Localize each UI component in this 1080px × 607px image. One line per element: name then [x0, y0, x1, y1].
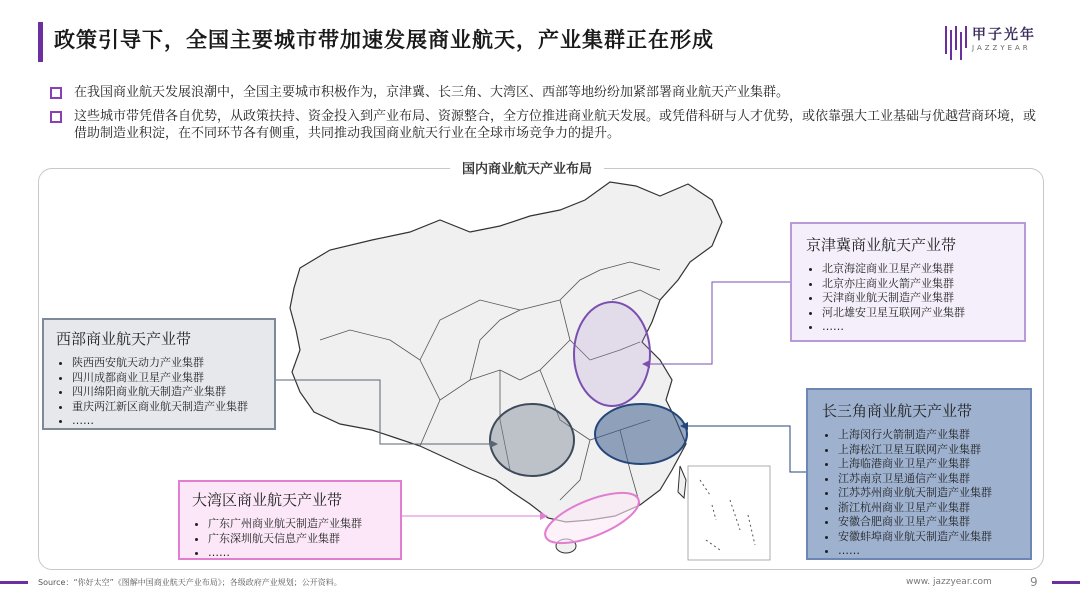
- list-item: • 上海临港商业卫星产业集群: [838, 457, 1016, 472]
- region-title: 西部商业航天产业带: [56, 330, 192, 348]
- connector-csj: [688, 426, 806, 472]
- list-item: • 江苏南京卫星通信产业集群: [838, 472, 1016, 487]
- list-item: • 广东深圳航天信息产业集群: [208, 532, 388, 547]
- list-item: • 河北雄安卫星互联网产业集群: [822, 306, 1010, 321]
- logo-text: 甲子光年: [972, 27, 1036, 43]
- list-item: • 上海松江卫星互联网产业集群: [838, 443, 1016, 458]
- list-item: • 北京亦庄商业火箭产业集群: [822, 277, 1010, 292]
- list-item: • 安徽合肥商业卫星产业集群: [838, 515, 1016, 530]
- cluster-jjj: [574, 302, 650, 406]
- list-item: • 重庆两江新区商业航天制造产业集群: [72, 400, 262, 415]
- page-number: 9: [1030, 575, 1038, 589]
- footer-accent-left: [0, 581, 28, 584]
- list-item: • ……: [822, 320, 1010, 335]
- logo-subtext: JAZZYEAR: [972, 44, 1031, 52]
- region-box-west: [42, 318, 276, 430]
- region-title: 大湾区商业航天产业带: [192, 491, 343, 509]
- footer-accent-right: [1052, 581, 1080, 584]
- cluster-csj: [595, 404, 687, 464]
- bullet-text: 在我国商业航天发展浪潮中，全国主要城市积极作为，京津冀、长三角、大湾区、西部等地纷纷加紧部署商业航天产业集群。: [74, 85, 790, 100]
- list-item: • 四川成都商业卫星产业集群: [72, 371, 262, 386]
- list-item: • 浙江杭州商业卫星产业集群: [838, 501, 1016, 516]
- connector-jjj: [650, 282, 790, 364]
- list-item: • 四川绵阳商业航天制造产业集群: [72, 385, 262, 400]
- cluster-west: [490, 404, 574, 476]
- source-note: Source：“你好太空”《图解中国商业航天产业布局》；各级政府产业规划；公开资料。: [38, 578, 342, 587]
- list-item: • 上海闵行火箭制造产业集群: [838, 428, 1016, 443]
- region-box-csj: [806, 388, 1032, 560]
- list-item: • 广东广州商业航天制造产业集群: [208, 517, 388, 532]
- region-title: 长三角商业航天产业带: [822, 402, 973, 420]
- website-link[interactable]: www. jazzyear.com: [906, 577, 992, 587]
- list-item: • ……: [838, 544, 1016, 559]
- page-title: 政策引导下，全国主要城市带加速发展商业航天，产业集群正在形成: [54, 28, 714, 52]
- region-box-gba: [178, 480, 402, 560]
- list-item: • ……: [208, 546, 388, 561]
- bullet-text: 这些城市带凭借各自优势，从政策扶持、资金投入到产业布局、资源整合，全方位推进商业航天发展。或凭借科研与人才优势，或依靠强大工业基础与优越营商环境，或借助制造业积淀，在不同环节各有侧重，共同推动我国商业航天行业在全球市场竞争力的提升。: [74, 109, 1037, 141]
- region-box-jjj: [790, 222, 1026, 342]
- list-item: • ……: [72, 414, 262, 429]
- china-outline: [290, 182, 722, 522]
- list-item: • 天津商业航天制造产业集群: [822, 291, 1010, 306]
- panel-title: 国内商业航天产业布局: [450, 158, 604, 177]
- list-item: • 江苏苏州商业航天制造产业集群: [838, 486, 1016, 501]
- list-item: • 北京海淀商业卫星产业集群: [822, 262, 1010, 277]
- list-item: • 安徽蚌埠商业航天制造产业集群: [838, 530, 1016, 545]
- region-title: 京津冀商业航天产业带: [806, 236, 957, 254]
- list-item: • 陕西西安航天动力产业集群: [72, 356, 262, 371]
